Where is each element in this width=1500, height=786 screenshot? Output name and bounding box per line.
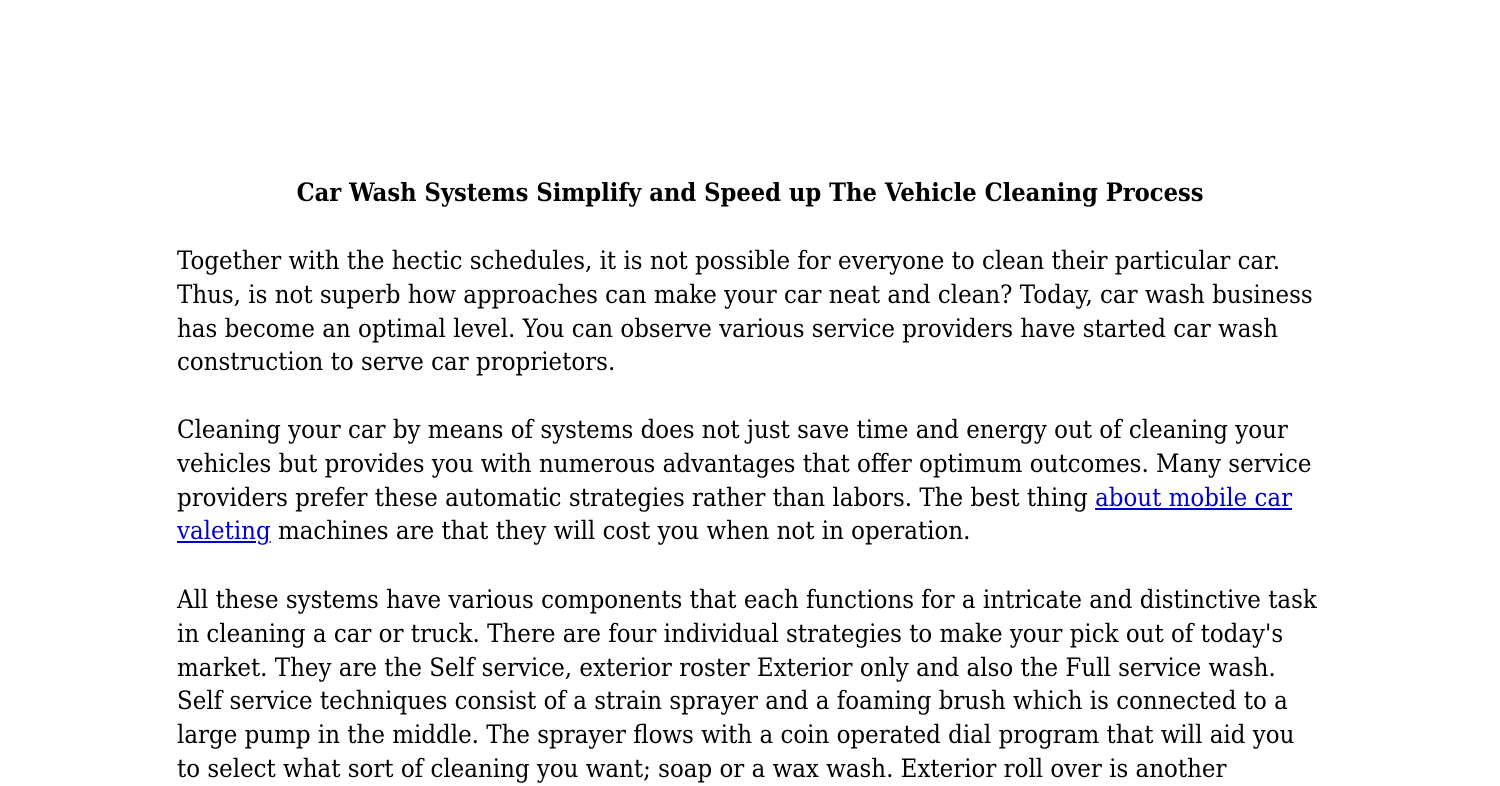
text-segment: machines are that they will cost you when not in operation. [270,516,971,546]
paragraph-1 [177,244,1413,379]
text-line: to select what sort of cleaning you want; soap or a wax wash. Exterior roll over is another [177,753,1227,783]
text-line: has become an optimal level. You can observe various service providers have started car wash [177,313,1279,343]
text-line: in cleaning a car or truck. There are four individual strategies to make your pick out of today's [177,618,1284,648]
text-line: Cleaning your car by means of systems does not just save time and energy out of cleaning your [177,415,1288,444]
text-line [177,481,1311,515]
text-line: vehicles but provides you with numerous advantages that offer optimum outcomes. Many service [177,448,1312,478]
text-segment: providers prefer these automatic strategies rather than labors. The best thing [177,482,1096,512]
text-line: Thus, is not superb how approaches can make your car neat and clean? Today, car wash business [177,279,1313,309]
text-line: All these systems have various components that each functions for a intricate and distinctive task [177,585,1317,614]
text-line: large pump in the middle. The sprayer flows with a coin operated dial program that will aid you [177,720,1295,750]
text-line: Self service techniques consist of a strain sprayer and a foaming brush which is connected to a [177,686,1288,716]
text-line: construction to serve car proprietors. [177,347,616,377]
paragraph-2 [177,413,1412,548]
paragraph-3 [177,583,1418,786]
text-line [177,514,1311,548]
text-line: Together with the hectic schedules, it is not possible for everyone to clean their particular car. [177,246,1280,275]
mobile-car-valeting-link[interactable]: about mobile car [1095,482,1293,512]
mobile-car-valeting-link-continued[interactable]: valeting [177,516,271,546]
document-title [0,176,1500,210]
document-title-text: Car Wash Systems Simplify and Speed up The Vehicle Cleaning Process [296,178,1204,207]
text-line: market. They are the Self service, exterior roster Exterior only and also the Full service wash. [177,652,1276,682]
